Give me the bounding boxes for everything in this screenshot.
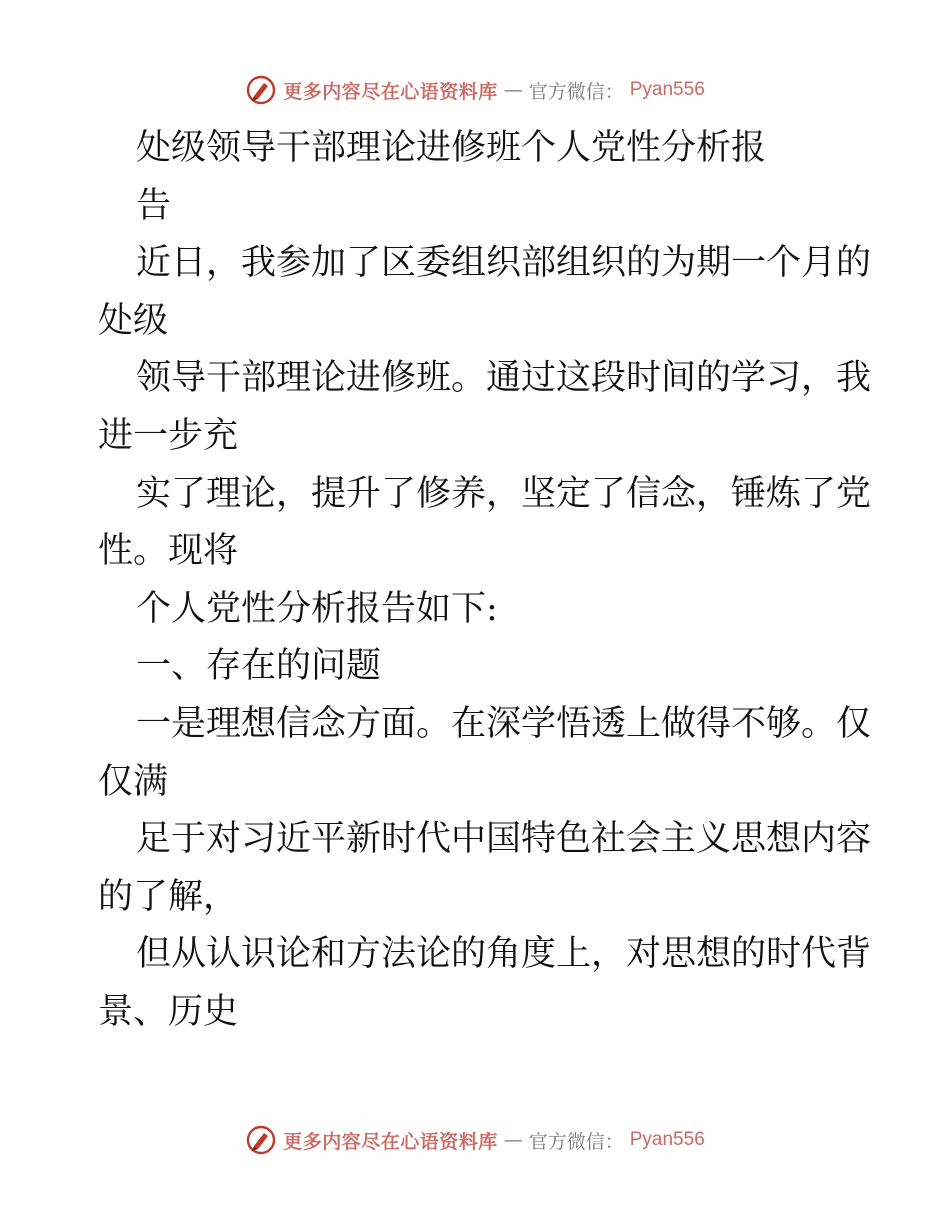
text-line: 一是理想信念方面。在深学悟透上做得不够。仅	[136, 703, 872, 744]
watermark-label: 官方微信：	[528, 80, 624, 103]
text-line: 处级	[98, 300, 169, 341]
watermark-label: 官方微信：	[528, 1130, 624, 1153]
text-line: 个人党性分析报告如下:	[136, 588, 498, 629]
pen-logo-icon	[245, 1124, 277, 1156]
pen-logo-icon	[245, 74, 277, 106]
title-line: 处级领导干部理论进修班个人党性分析报	[136, 128, 767, 168]
watermark-wechat-id: Pyan556	[629, 1129, 705, 1150]
watermark-site-text: 更多内容尽在心语资料库	[283, 80, 498, 103]
text-line: 仅满	[98, 761, 169, 802]
watermark-dash: —	[503, 1129, 523, 1151]
text-line: 实了理论，提升了修养，坚定了信念，锤炼了党	[136, 473, 872, 514]
text-line: 足于对习近平新时代中国特色社会主义思想内容	[136, 819, 872, 860]
watermark-dash: —	[503, 79, 523, 101]
text-line: 进一步充	[98, 415, 239, 456]
text-line: 但从认识论和方法论的角度上，对思想的时代背	[136, 934, 872, 975]
watermark-site-text: 更多内容尽在心语资料库	[283, 1130, 498, 1153]
header-watermark	[0, 70, 950, 110]
title-line: 告	[136, 185, 172, 226]
text-line: 领导干部理论进修班。通过这段时间的学习，我	[136, 358, 872, 399]
text-line: 景、历史	[98, 991, 239, 1032]
footer-watermark	[0, 1120, 950, 1160]
watermark-wechat-id: Pyan556	[629, 79, 705, 100]
text-line: 的了解，	[98, 876, 239, 917]
text-line: 近日，我参加了区委组织部组织的为期一个月的	[136, 243, 872, 284]
section-heading: 一、存在的问题	[136, 646, 382, 687]
text-line: 性。现将	[98, 531, 239, 572]
document-body	[98, 120, 872, 1042]
